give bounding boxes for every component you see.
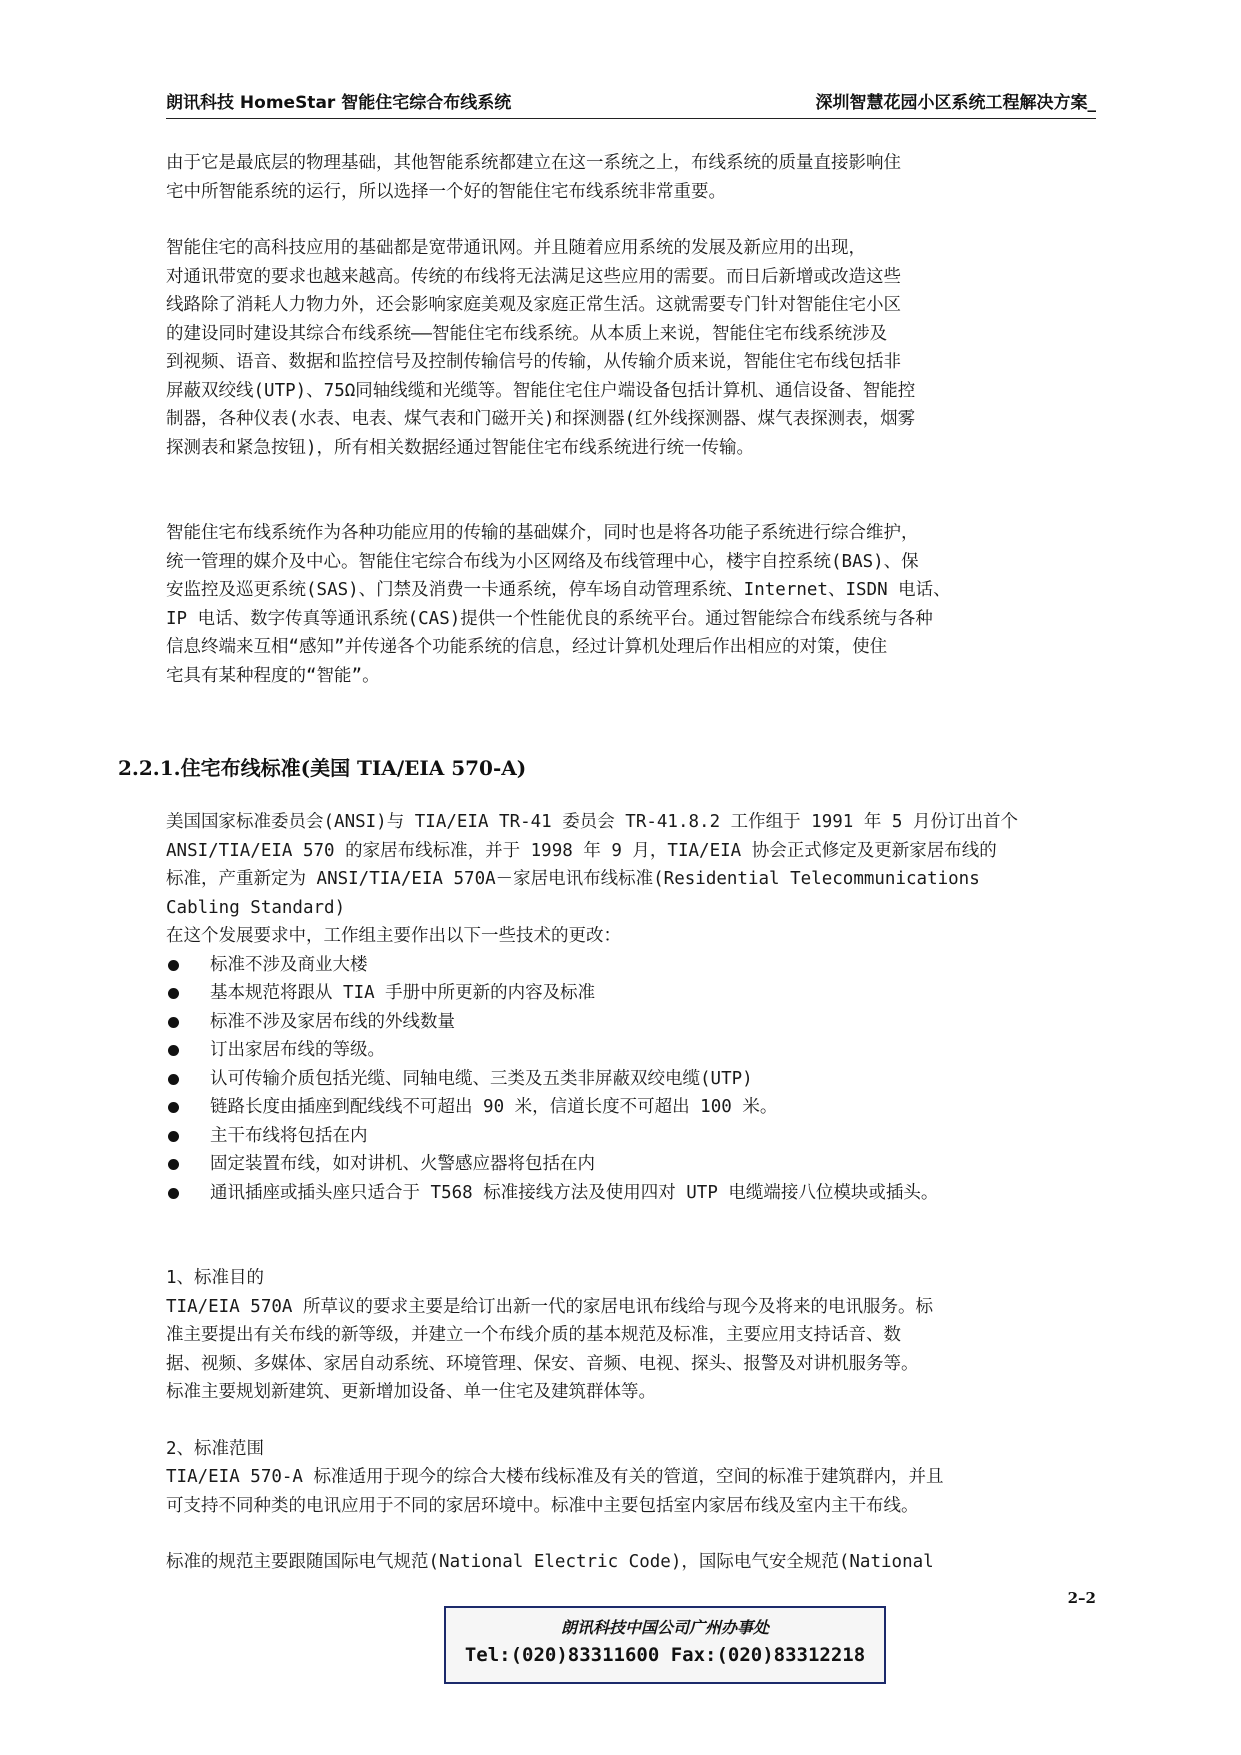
bullet-icon — [168, 1131, 179, 1142]
subsection-2: 2、标准范围 TIA/EIA 570-A 标准适用于现今的综合大楼布线标准及有关的管道，空间的标准于建筑群内，并且 可支持不同种类的电讯应用于不同的家居环境中。标准中主要包括室内家居布线及室内主干布线。 — [166, 1438, 944, 1516]
list-item: 基本规范将跟从 TIA 手册中所更新的内容及标准 — [166, 979, 1096, 1008]
list-item: 订出家居布线的等级。 — [166, 1036, 1096, 1065]
list-item: 固定装置布线，如对讲机、火警感应器将包括在内 — [166, 1150, 1096, 1179]
footer-office: 朗讯科技中国公司广州办事处 — [560, 1618, 769, 1637]
intro-paragraph-2: 智能住宅的高科技应用的基础都是宽带通讯网。并且随着应用系统的发展及新应用的出现， 对通讯带宽的要求也越来越高。传统的布线将无法满足这些应用的需要。而日后新增或改造这些 线路除了消耗人力物力外，还会影响家庭美观及家庭正常生活。这就需要专门针对智能住宅小区 的建设同时建设其综合布线系统——智能住宅布线系统。从本质上来说，智能住宅布线系统涉及 到视频、语音、数据和监控信号及控制传输信号的传输，从传输介质来说，智能住宅布线包括非 屏蔽双绞线(UTP)、75Ω同轴线缆和光缆等。智能住宅住户端设备包括计算机、通信设备、智能控 制器，各种仪表(水表、电表、煤气表和门磁开关)和探测器(红外线探测器、煤气表探测表，烟雾 探测表和紧急按钮)，所有相关数据经通过智能住宅布线系统进行统一传输。 — [166, 238, 916, 458]
bullet-icon — [168, 960, 179, 971]
list-item: 链路长度由插座到配线线不可超出 90 米，信道长度不可超出 100 米。 — [166, 1093, 1096, 1122]
page-number: 2–2 — [1067, 1589, 1096, 1607]
bullet-icon — [168, 1188, 179, 1199]
header-right-title: 深圳智慧花园小区系统工程解决方案_ — [815, 93, 1096, 113]
change-list — [166, 951, 1096, 1208]
section-heading: 2.2.1.住宅布线标准(美国 TIA/EIA 570-A) — [118, 756, 527, 780]
bullet-icon — [168, 988, 179, 999]
header-left-title: 朗讯科技 HomeStar 智能住宅综合布线系统 — [166, 93, 512, 113]
last-paragraph: 标准的规范主要跟随国际电气规范(National Electric Code)，国际电气安全规范(National — [166, 1552, 934, 1572]
footer-contact-box — [444, 1606, 886, 1684]
bullet-icon — [168, 1074, 179, 1085]
bullet-icon — [168, 1159, 179, 1170]
list-item: 标准不涉及家居布线的外线数量 — [166, 1008, 1096, 1037]
bullet-icon — [168, 1045, 179, 1056]
subsection-1-title: 1、标准目的 — [166, 1268, 265, 1288]
intro-paragraph-3: 智能住宅布线系统作为各种功能应用的传输的基础媒介，同时也是将各功能子系统进行综合维护， 统一管理的媒介及中心。智能住宅综合布线为小区网络及布线管理中心，楼宇自控系统(BAS)、保 安监控及巡更系统(SAS)、门禁及消费一卡通系统，停车场自动管理系统、Internet、ISDN 电话、 IP 电话、数字传真等通讯系统(CAS)提供一个性能优良的系统平台。通过智能综合布线系统与各种 信息终端来互相“感知”并传递各个功能系统的信息，经过计算机处理后作出相应的对策，使住 宅具有某种程度的“智能”。 — [166, 523, 951, 686]
bullet-icon — [168, 1017, 179, 1028]
list-item: 通讯插座或插头座只适合于 T568 标准接线方法及使用四对 UTP 电缆端接八位模块或插头。 — [166, 1179, 1096, 1208]
section-paragraph-1: 美国国家标准委员会(ANSI)与 TIA/EIA TR-41 委员会 TR-41.8.2 工作组于 1991 年 5 月份订出首个 ANSI/TIA/EIA 570 的家居布线标准，并于 1998 年 9 月，TIA/EIA 协会正式修定及更新家居布线的 标准，产重新定为 ANSI/TIA/EIA 570A－家居电讯布线标准(Residential Telecommunications Cabling Standard) 在这个发展要求中，工作组主要作出以下一些技术的更改： — [166, 812, 1018, 946]
intro-text — [166, 149, 1096, 690]
list-item: 标准不涉及商业大楼 — [166, 951, 1096, 980]
footer-contact: Tel:(020)83311600 Fax:(020)83312218 — [464, 1644, 866, 1666]
list-item: 认可传输介质包括光缆、同轴电缆、三类及五类非屏蔽双绞电缆(UTP) — [166, 1065, 1096, 1094]
page-header — [166, 88, 1096, 119]
list-item: 主干布线将包括在内 — [166, 1122, 1096, 1151]
subsection-2-title: 2、标准范围 — [166, 1438, 265, 1459]
subsection-1: 1、标准目的 TIA/EIA 570A 所草议的要求主要是给订出新一代的家居电讯布线给与现今及将来的电讯服务。标 准主要提出有关布线的新等级，并建立一个布线介质的基本规范及标准，主要应用支持话音、数 据、视频、多媒体、家居自动系统、环境管理、保安、音频、电视、探头、报警及对讲机服务等。 标准主要规划新建筑、更新增加设备、单一住宅及建筑群体等。 — [166, 1268, 933, 1402]
intro-paragraph-1: 由于它是最底层的物理基础，其他智能系统都建立在这一系统之上，布线系统的质量直接影响住 宅中所智能系统的运行，所以选择一个好的智能住宅布线系统非常重要。 — [166, 153, 901, 202]
section-text — [166, 808, 1096, 1577]
bullet-icon — [168, 1102, 179, 1113]
